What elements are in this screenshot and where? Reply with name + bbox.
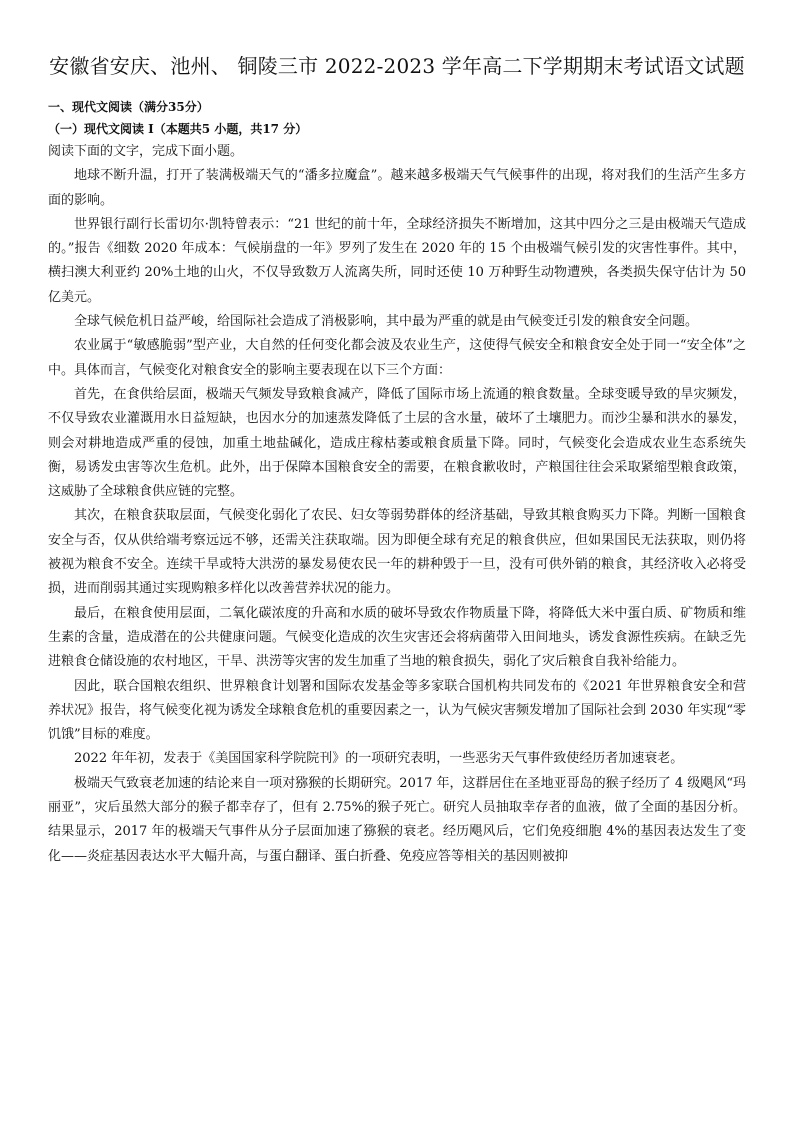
paragraph: 地球不断升温，打开了装满极端天气的“潘多拉魔盒”。越来越多极端天气气候事件的出现，将对我们的生活产生多方面的影响。	[48, 168, 746, 208]
paragraph: 最后，在粮食使用层面，二氧化碳浓度的升高和水质的破坏导致农作物质量下降，将降低大米中蛋白质、矿物质和维生素的含量，造成潜在的公共健康问题。气候变化造成的次生灾害还会将病菌带入田间地头，诱发食源性疾病。在缺乏先进粮食仓储设施的农村地区，干旱、洪涝等灾害的发生加重了当地的粮食损失，弱化了灾后粮食自我补给能力。	[48, 605, 746, 670]
document-page	[48, 44, 746, 869]
paragraph: 2022 年年初，发表于《美国国家科学院院刊》的一项研究表明，一些恶劣天气事件致使经历者加速衰老。	[74, 751, 684, 767]
paragraph: 因此，联合国粮农组织、世界粮食计划署和国际农发基金等多家联合国机构共同发布的《2021 年世界粮食安全和营养状况》报告，将气候变化视为诱发全球粮食危机的重要因素之一，认为气候灾害频发增加了国际社会到 2030 年实现“零饥饿”目标的难度。	[48, 678, 746, 743]
subsection-heading: （一）现代文阅读 I（本题共5 小题，共17 分）	[48, 122, 308, 136]
paragraph: 农业属于“敏感脆弱”型产业，大自然的任何变化都会波及农业生产，这使得气候安全和粮食安全处于同一“安全体”之中。具体而言，气候变化对粮食安全的影响主要表现在以下三个方面：	[48, 338, 746, 378]
paragraph: 全球气候危机日益严峻，给国际社会造成了消极影响，其中最为严重的就是由气候变迁引发的粮食安全问题。	[74, 314, 699, 330]
section-heading: 一、现代文阅读（满分35分）	[48, 100, 209, 114]
paragraph: 其次，在粮食获取层面，气候变化弱化了农民、妇女等弱势群体的经济基础，导致其粮食购买力下降。判断一国粮食安全与否，仅从供给端考察远远不够，还需关注获取端。因为即便全球有充足的粮食供应，但如果国民无法获取，则仍将被视为粮食不安全。连续干旱或特大洪涝的暴发易使农民一年的耕种毁于一旦，没有可供外销的粮食，其经济收入必将受损，进而削弱其通过实现购粮多样化以改善营养状况的能力。	[48, 508, 746, 597]
paragraph: 首先，在食供给层面，极端天气频发导致粮食减产，降低了国际市场上流通的粮食数量。全球变暖导致的旱灾频发，不仅导致农业灌溉用水日益短缺，也因水分的加速蒸发降低了土层的含水量，破坏了土壤肥力。而沙尘暴和洪水的暴发，则会对耕地造成严重的侵蚀，加重土地盐碱化，造成庄稼枯萎或粮食质量下降。同时，气候变化会造成农业生态系统失衡，易诱发虫害等次生危机。此外，出于保障本国粮食安全的需要，在粮食歉收时，产粮国往往会采取紧缩型粮食政策，这威胁了全球粮食供应链的完整。	[48, 386, 746, 500]
paragraph: 极端天气致衰老加速的结论来自一项对猕猴的长期研究。2017 年，这群居住在圣地亚哥岛的猴子经历了 4 级飓风“玛丽亚”，灾后虽然大部分的猴子都幸存了，但有 2.75%的猴子死亡。研究人员抽取幸存者的血液，做了全面的基因分析。结果显示，2017 年的极端天气事件从分子层面加速了猕猴的衰老。经历飓风后，它们免疫细胞 4%的基因表达发生了变化——炎症基因表达水平大幅升高，与蛋白翻译、蛋白折叠、免疫应答等相关的基因则被抑	[48, 775, 746, 864]
document-title: 安徽省安庆、池州、 铜陵三市 2022-2023 学年高二下学期期末考试语文试题	[49, 54, 745, 78]
paragraph: 世界银行副行长雷切尔·凯特曾表示：“21 世纪的前十年，全球经济损失不断增加，这其中四分之三是由极端天气造成的。”报告《细数 2020 年成本：气候崩盘的一年》罗列了发生在 2020 年的 15 个由极端气候引发的灾害性事件。其中，横扫澳大利亚约 20%土地的山火，不仅导致数万人流离失所，同时还使 10 万种野生动物遭殃，各类损失保守估计为 50 亿美元。	[48, 216, 746, 305]
reading-instruction: 阅读下面的文字，完成下面小题。	[48, 144, 244, 159]
